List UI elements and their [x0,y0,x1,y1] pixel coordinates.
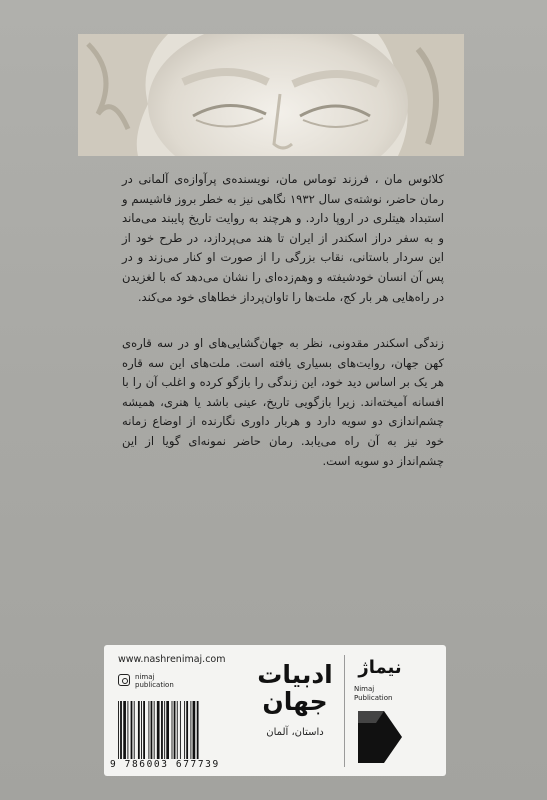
barcode-bar [161,701,163,759]
statue-image [78,34,464,156]
barcode-bar [123,701,126,759]
brand-name-latin [354,685,392,703]
barcode-bar [143,701,145,759]
blurb-paragraph-1: کلائوس مان ، فرزند توماس مان، نویسنده‌ی پرآوازه‌ی آلمانی در رمان حاضر، نوشته‌ی سال ۱۹۳۲ نگاهی نیز به خطر بروز فاشیسم و استبداد هیتلری در اروپا دارد. و هرچند به روایت تاریخ پایبند می‌ماند و به سفر دراز اسکندر از ایران تا هند می‌پردازد، در طرح خود از این سردار باستانی، نقاب بزرگی را از صورت او کنار می‌زند و در پس آن انسان خودشیفته و وهم‌زده‌ای را نشان می‌دهد که با لغزیدن در راه‌هایی هر بار کج، ملت‌ها را تاوان‌پرداز خطاهای خود می‌کند. [122,172,444,304]
barcode-bar [151,701,153,759]
isbn-barcode [116,701,230,759]
brand-name-latin-line2: Publication [354,694,393,702]
instagram-icon [118,674,130,686]
panel-divider [344,655,345,767]
publisher-panel [104,645,446,776]
barcode-bar [141,701,142,759]
brand-name-fa: نیماژ [358,657,402,678]
barcode-bar [184,701,185,759]
barcode-bar [174,701,176,759]
barcode-bar [154,701,155,759]
barcode-bar [120,701,122,759]
barcode-bar [180,701,181,759]
barcode-bar [197,701,199,759]
barcode-bar [190,701,191,759]
statue-illustration [78,34,464,156]
instagram-handle [135,673,174,689]
series-title: ادبیات جهان [257,660,333,716]
barcode-bar [127,701,128,759]
instagram-handle-line1: nimaj [135,673,155,681]
nimaj-logo-icon [354,707,406,765]
blurb-paragraph-2: زندگی اسکندر مقدونی، نظر به جهان‌گشایی‌های او در سه قاره‌ی کهن جهان، روایت‌های بسیاری یافته است. ملت‌های این سه قاره هر یک بر اساس دید خود، این زندگی را بازگو کرده و اغلب آن را با افسانه آمیخته‌اند. زیرا بازگویی تاریخ، عینی باشد یا هنری، همیشه چشم‌اندازی دو سویه دارد و هربار داوری نگارنده از اوضاع زمانه خود نیز به آن راه می‌یابد. رمان حاضر نمونه‌ای گویا از این چشم‌انداز دو سویه است. [122,336,444,468]
barcode-bar [131,701,133,759]
publisher-website[interactable]: www.nashrenimaj.com [118,654,226,665]
barcode-bar [148,701,149,759]
barcode-bar [134,701,135,759]
barcode-bar [177,701,178,759]
instagram-handle-line2: publication [135,681,174,689]
publisher-brand [350,651,442,769]
brand-name-latin-line1: Nimaj [354,685,375,693]
barcode-bar [193,701,196,759]
barcode-bar [138,701,140,759]
barcode-bar [164,701,165,759]
barcode-bar [172,701,173,759]
series-subtitle: داستان، آلمان [266,727,324,738]
isbn-digits: 9 786003 677739 [110,759,220,770]
barcode-bar [157,701,160,759]
barcode-bar [166,701,169,759]
barcode-bar [118,701,119,759]
barcode-bar [186,701,188,759]
